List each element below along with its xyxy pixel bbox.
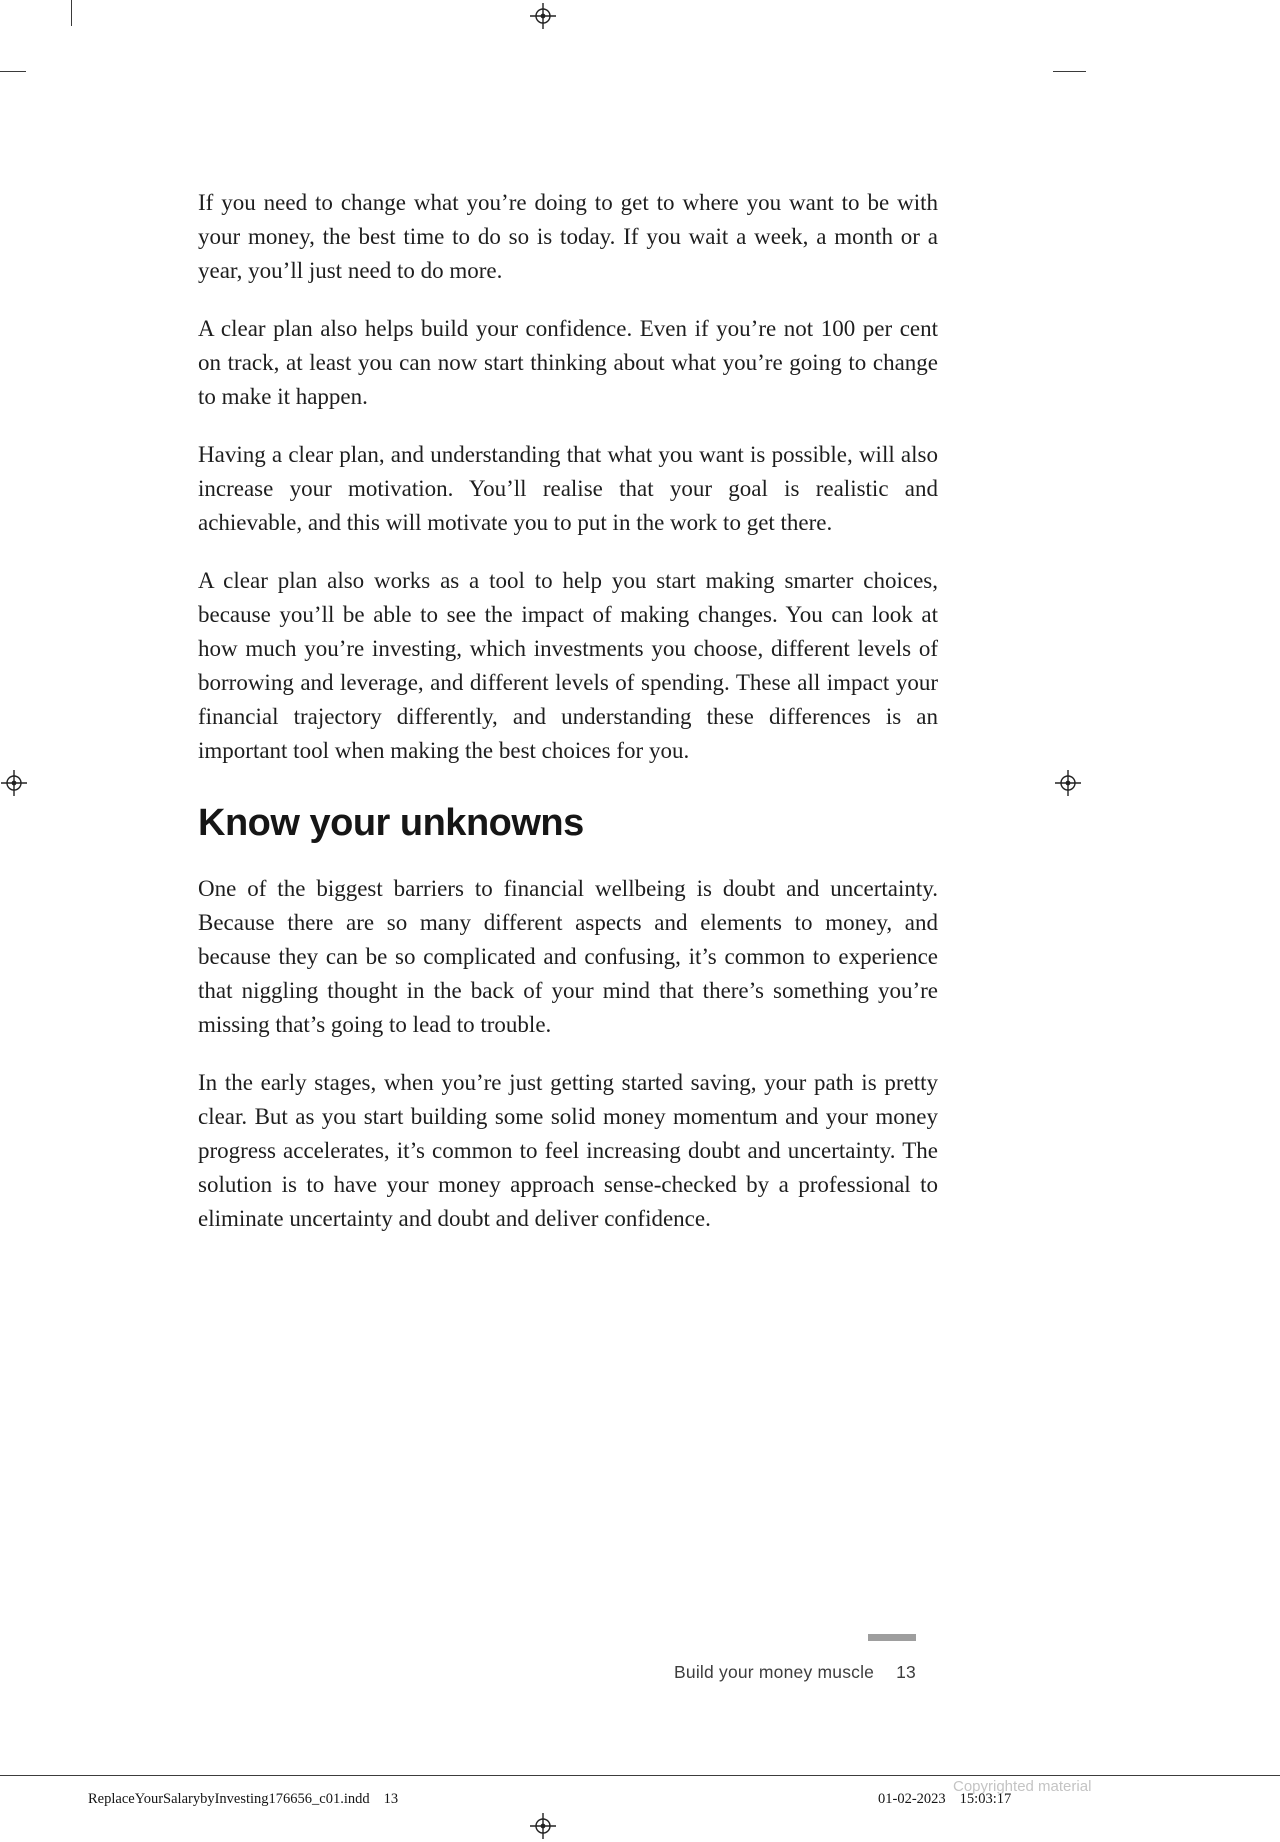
body-paragraph: If you need to change what you’re doing to get to where you want to be with your money, the best time to do so is today. If you wait a week, a month or a year, you’ll just need to do more. bbox=[198, 190, 938, 283]
body-paragraph: One of the biggest barriers to financial wellbeing is doubt and uncertainty. Because there are so many different aspects and elements to money, and because they can be so complicated and confusing, it’s common to experience that niggling thought in the back of your mind that there’s something you’re missing that’s going to lead to trouble. bbox=[198, 876, 938, 1037]
body-paragraph: In the early stages, when you’re just getting started saving, your path is pretty clear. But as you start building some solid money momentum and your money progress accelerates, it’s common to feel increasing doubt and uncertainty. The solution is to have your money approach sense-checked by a professional to eliminate uncertainty and doubt and deliver confidence. bbox=[198, 1070, 938, 1231]
page-number: 13 bbox=[896, 1662, 916, 1682]
imprint-file: ReplaceYourSalarybyInvesting176656_c01.indd bbox=[88, 1791, 370, 1807]
imprint-filename bbox=[88, 1791, 398, 1808]
running-title: Build your money muscle bbox=[674, 1662, 875, 1682]
body-paragraph: A clear plan also helps build your confidence. Even if you’re not 100 per cent on track, at least you can now start thinking about what you’re going to change to make it happen. bbox=[198, 316, 938, 409]
registration-mark-icon bbox=[1055, 770, 1081, 796]
crop-mark-left-top bbox=[0, 71, 26, 72]
crop-mark-top-right bbox=[1053, 71, 1086, 72]
page-text-column bbox=[198, 186, 938, 1260]
registration-mark-icon bbox=[530, 3, 556, 29]
crop-mark-top-left bbox=[71, 0, 72, 26]
registration-mark-icon bbox=[530, 1813, 556, 1839]
registration-mark-icon bbox=[1, 770, 27, 796]
imprint-page: 13 bbox=[383, 1791, 399, 1807]
running-footer bbox=[198, 1662, 916, 1683]
section-heading: Know your unknowns bbox=[198, 802, 584, 844]
body-paragraph: A clear plan also works as a tool to help you start making smarter choices, because you’ll be able to see the impact of making changes. You can look at how much you’re investing, which investments you choose, different levels of borrowing and leverage, and different levels of spending. These all impact your financial trajectory differently, and understanding these differences is an important tool when making the best choices for you. bbox=[198, 568, 938, 763]
imprint-datetime bbox=[878, 1791, 1011, 1808]
bottom-trim-line bbox=[0, 1775, 1280, 1776]
imprint-date: 01-02-2023 bbox=[878, 1791, 946, 1807]
footer-accent-bar bbox=[868, 1634, 916, 1641]
imprint-time: 15:03:17 bbox=[959, 1791, 1012, 1807]
copyright-watermark: Copyrighted material bbox=[953, 1778, 1092, 1795]
body-paragraph: Having a clear plan, and understanding that what you want is possible, will also increase your motivation. You’ll realise that your goal is realistic and achievable, and this will motivate you to put in the work to get there. bbox=[198, 442, 938, 535]
